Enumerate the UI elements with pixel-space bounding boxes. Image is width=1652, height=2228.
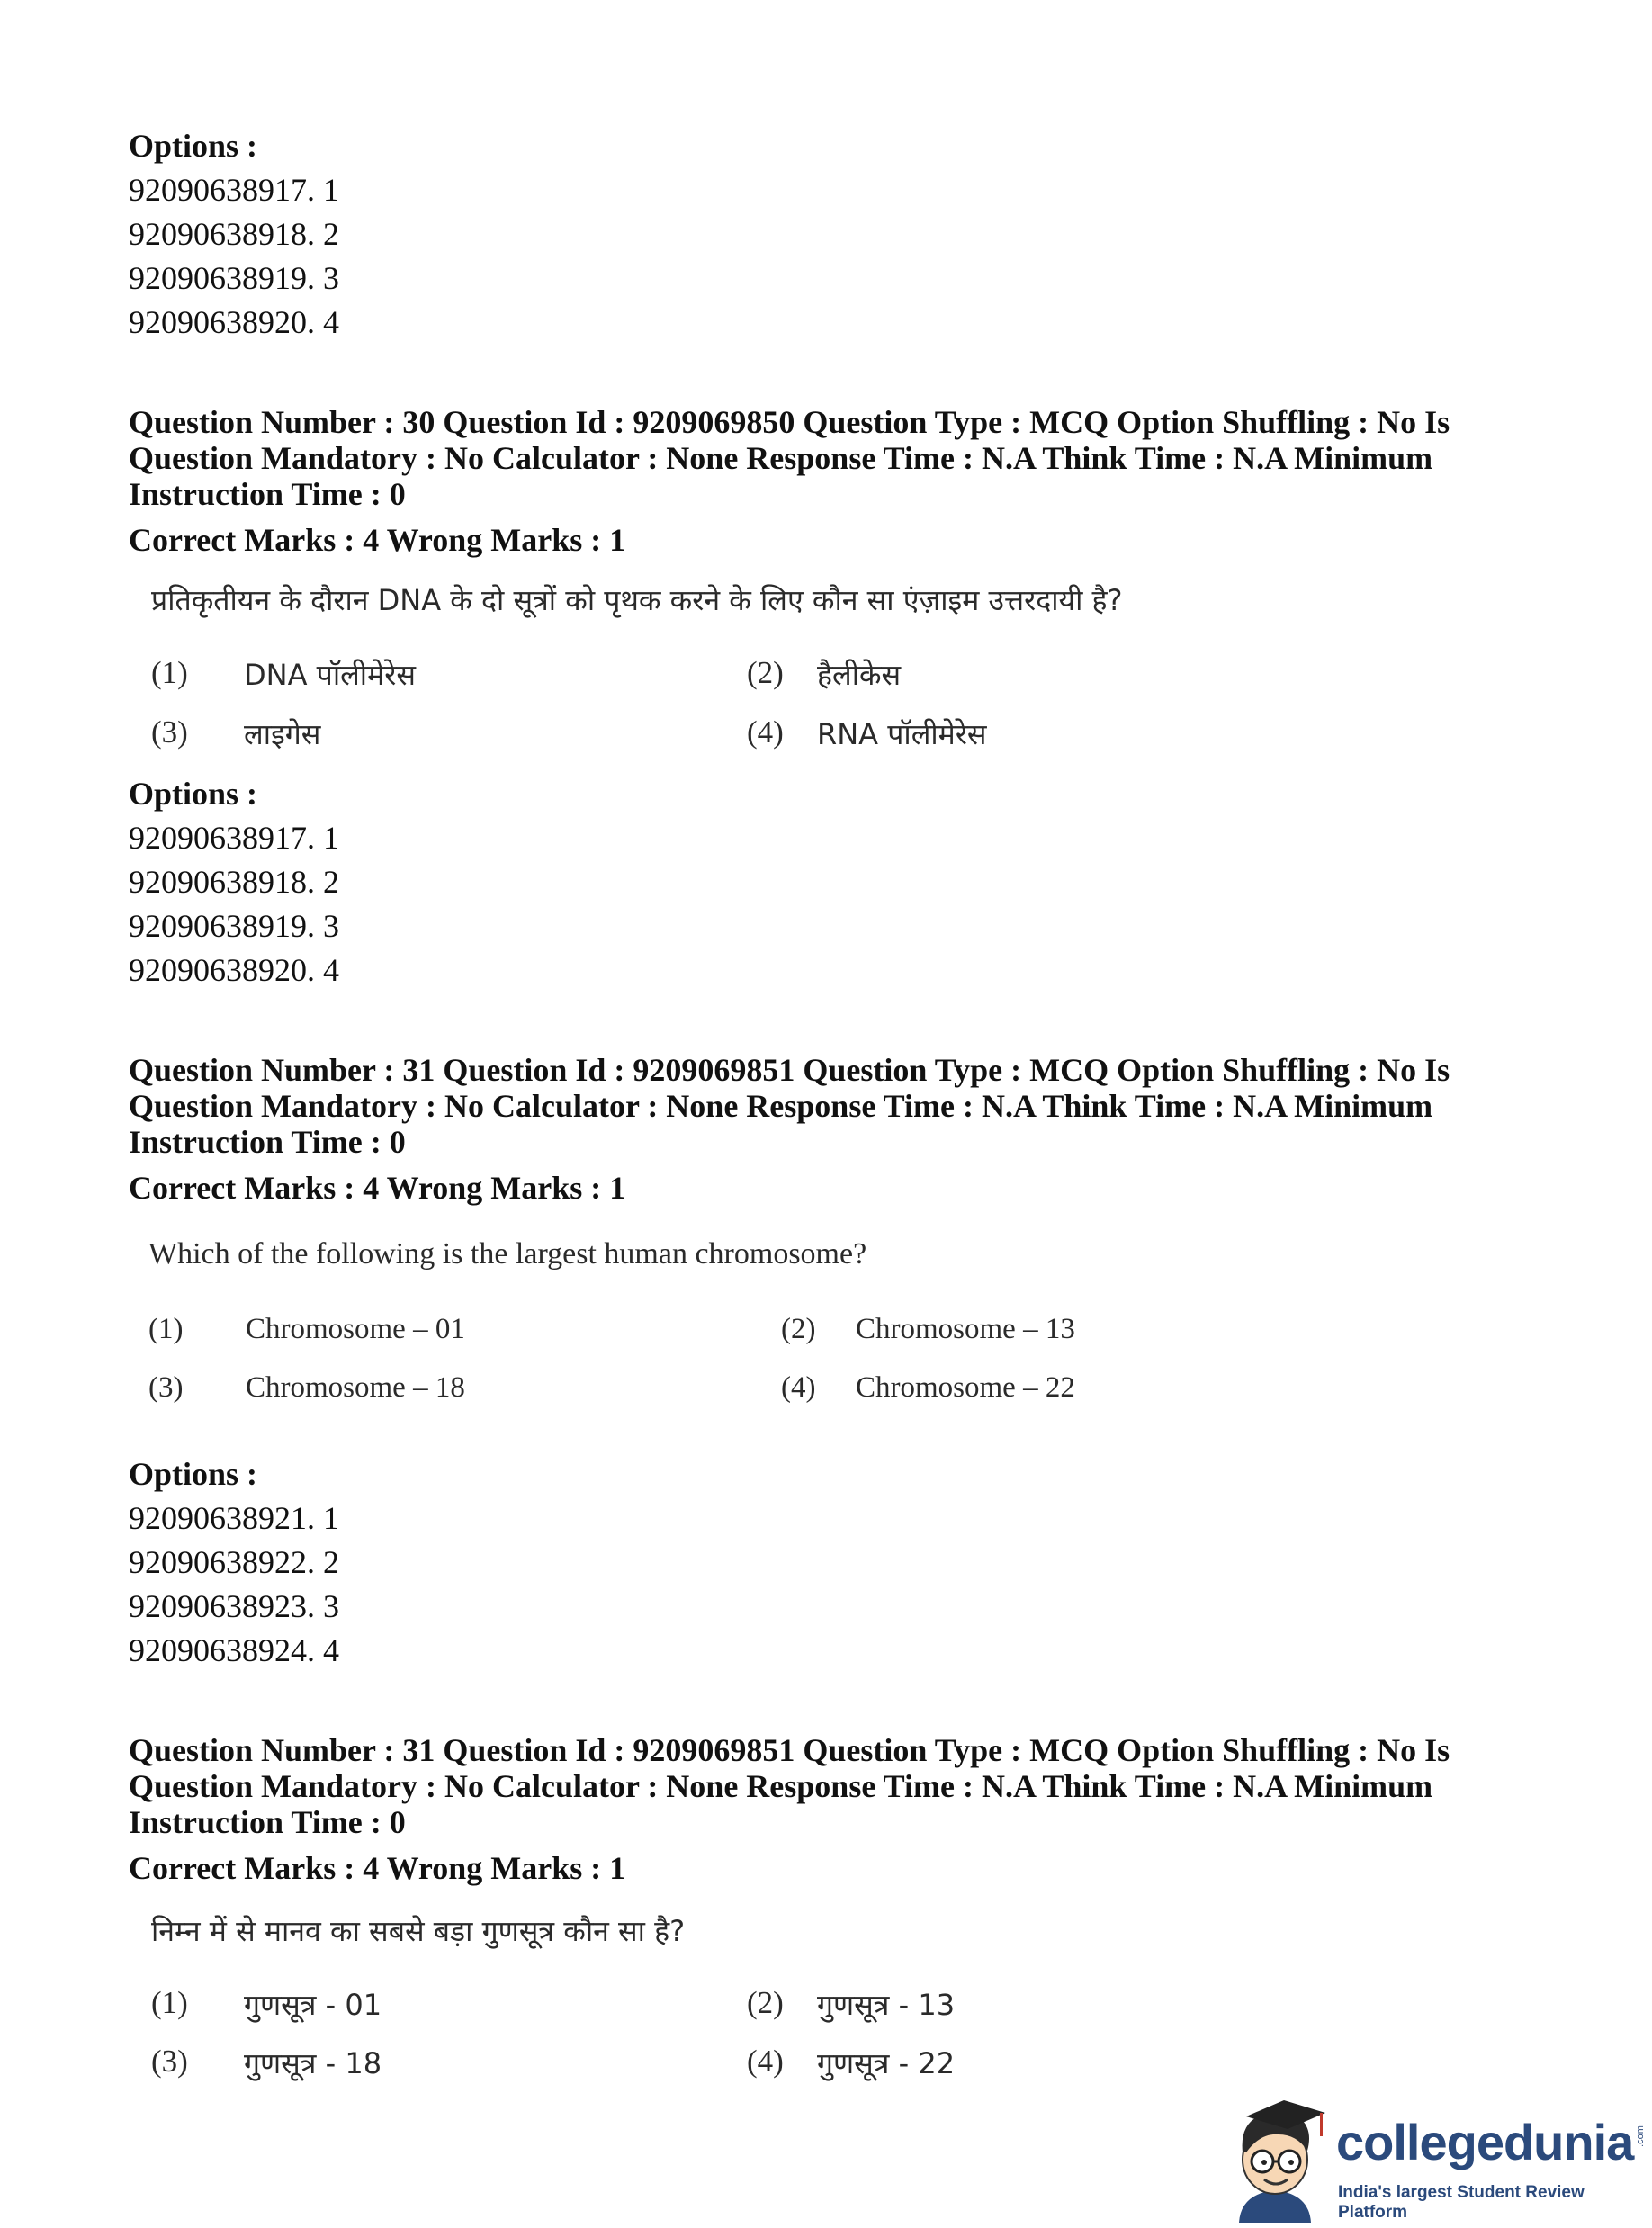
question-meta	[129, 1732, 1532, 1840]
choice-number: (4)	[747, 714, 784, 750]
collegedunia-logo	[1219, 2097, 1646, 2223]
choice-number: (1)	[148, 1313, 184, 1345]
logo-tagline: India's largest Student Review Platform	[1338, 2183, 1585, 2222]
question-stem: Which of the following is the largest human chromosome?	[148, 1237, 867, 1271]
option-item: 92090638920. 4	[129, 952, 339, 988]
question-meta	[129, 404, 1532, 512]
choice-number: (4)	[781, 1371, 816, 1404]
choice-number: (2)	[747, 1985, 784, 2020]
choice-text: गुणसूत्र - 13	[817, 1988, 956, 2022]
choice-text: Chromosome – 13	[856, 1313, 1075, 1345]
marks-line: Correct Marks : 4 Wrong Marks : 1	[129, 1170, 626, 1206]
marks-line: Correct Marks : 4 Wrong Marks : 1	[129, 522, 626, 558]
meta-line: Instruction Time : 0	[129, 1124, 406, 1160]
options-title: Options :	[129, 776, 258, 812]
option-item: 92090638922. 2	[129, 1544, 339, 1580]
choice-number: (4)	[747, 2044, 784, 2079]
options-list	[129, 772, 669, 993]
choice-text: DNA पॉलीमेरेस	[244, 658, 416, 692]
option-item: 92090638921. 1	[129, 1500, 339, 1536]
meta-line: Instruction Time : 0	[129, 476, 406, 512]
option-item: 92090638920. 4	[129, 304, 339, 340]
meta-line: Question Mandatory : No Calculator : None Response Time : N.A Think Time : N.A Minimum	[129, 440, 1433, 476]
choice-number: (3)	[151, 714, 188, 750]
question-meta	[129, 1052, 1532, 1160]
option-item: 92090638923. 3	[129, 1588, 339, 1624]
options-list	[129, 124, 669, 345]
mascot-icon	[1219, 2097, 1336, 2223]
marks-line: Correct Marks : 4 Wrong Marks : 1	[129, 1850, 626, 1886]
choice-text: Chromosome – 22	[856, 1371, 1075, 1404]
choice-text: गुणसूत्र - 01	[244, 1988, 382, 2022]
option-item: 92090638918. 2	[129, 864, 339, 900]
meta-line: Instruction Time : 0	[129, 1804, 406, 1840]
meta-line: Question Number : 31 Question Id : 9209069851 Question Type : MCQ Option Shuffling : No Is	[129, 1052, 1450, 1088]
meta-line: Question Mandatory : No Calculator : None Response Time : N.A Think Time : N.A Minimum	[129, 1768, 1433, 1804]
choice-number: (2)	[781, 1313, 816, 1345]
choice-text: RNA पॉलीमेरेस	[817, 717, 987, 751]
choice-text: लाइगेस	[244, 717, 321, 751]
choice-number: (1)	[151, 1985, 188, 2020]
choice-number: (3)	[151, 2044, 188, 2079]
choice-text: हैलीकेस	[817, 658, 902, 692]
meta-line: Question Mandatory : No Calculator : None Response Time : N.A Think Time : N.A Minimum	[129, 1088, 1433, 1124]
choice-text: गुणसूत्र - 18	[244, 2046, 382, 2080]
options-title: Options :	[129, 1456, 258, 1492]
options-title: Options :	[129, 128, 258, 164]
logo-suffix: .com	[1634, 2125, 1646, 2147]
meta-line: Question Number : 31 Question Id : 9209069851 Question Type : MCQ Option Shuffling : No Is	[129, 1732, 1450, 1768]
choice-number: (1)	[151, 655, 188, 690]
meta-line: Question Number : 30 Question Id : 9209069850 Question Type : MCQ Option Shuffling : No Is	[129, 404, 1450, 440]
option-item: 92090638917. 1	[129, 172, 339, 208]
choice-text: Chromosome – 01	[246, 1313, 465, 1345]
logo-wordmark: collegedunia	[1336, 2114, 1634, 2170]
question-stem: निम्न में से मानव का सबसे बड़ा गुणसूत्र कौन सा है?	[151, 1914, 686, 1948]
options-list	[129, 1452, 669, 1673]
option-item: 92090638918. 2	[129, 216, 339, 252]
choice-text: Chromosome – 18	[246, 1371, 465, 1404]
option-item: 92090638919. 3	[129, 908, 339, 944]
option-item: 92090638924. 4	[129, 1632, 339, 1668]
question-stem: प्रतिकृतीयन के दौरान DNA के दो सूत्रों को पृथक करने के लिए कौन सा एंज़ाइम उत्तरदायी है?	[151, 583, 1123, 617]
option-item: 92090638919. 3	[129, 260, 339, 296]
choice-number: (2)	[747, 655, 784, 690]
choice-number: (3)	[148, 1371, 184, 1404]
choice-text: गुणसूत्र - 22	[817, 2046, 956, 2080]
option-item: 92090638917. 1	[129, 820, 339, 856]
